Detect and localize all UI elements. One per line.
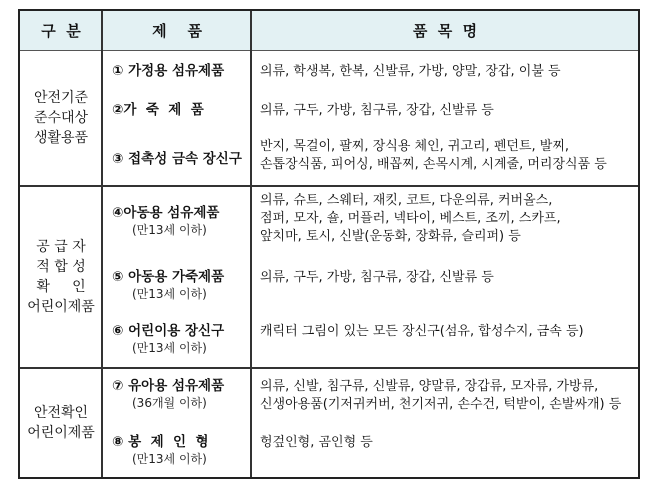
item-line: 신생아용품(기저귀커버, 천기저귀, 손수건, 턱받이, 손발싸개) 등 bbox=[260, 397, 622, 412]
items-1 bbox=[260, 63, 632, 81]
items-5 bbox=[260, 269, 632, 287]
product-name: ① 가정용 섬유제품 bbox=[112, 63, 225, 79]
category-line: 적 합 성 bbox=[36, 259, 86, 275]
items-2 bbox=[260, 102, 632, 120]
product-age: (만13세 이하) bbox=[132, 223, 207, 237]
product-7 bbox=[112, 378, 254, 412]
product-6 bbox=[112, 323, 254, 357]
items-4 bbox=[260, 192, 632, 246]
category-line: 안전확인 bbox=[33, 405, 89, 421]
product-age: (만13세 이하) bbox=[132, 341, 207, 355]
row-divider bbox=[20, 367, 638, 369]
item-line: 앞치마, 토시, 신발(운동화, 장화류, 슬리퍼) 등 bbox=[260, 229, 521, 244]
product-name: ③ 접촉성 금속 장신구 bbox=[112, 151, 242, 167]
product-2 bbox=[112, 102, 254, 119]
row-divider bbox=[20, 185, 638, 187]
items-7 bbox=[260, 378, 632, 414]
category-line: 공 급 자 bbox=[36, 239, 86, 255]
product-name: ②가 죽 제 품 bbox=[112, 102, 204, 118]
item-line: 의류, 구두, 가방, 침구류, 장갑, 신발류 등 bbox=[260, 103, 494, 118]
product-8 bbox=[112, 434, 254, 468]
header-item-names: 품 목 명 bbox=[412, 22, 478, 40]
items-6 bbox=[260, 323, 632, 341]
product-name: ⑥ 어린이용 장신구 bbox=[112, 323, 225, 339]
items-3 bbox=[260, 138, 632, 174]
product-table bbox=[18, 9, 640, 479]
product-name: ④아동용 섬유제품 bbox=[112, 205, 220, 221]
item-line: 의류, 구두, 가방, 침구류, 장갑, 신발류 등 bbox=[260, 270, 494, 285]
category-line: 안전기준 bbox=[33, 90, 89, 106]
product-age: (36개월 이하) bbox=[132, 396, 207, 410]
item-line: 점퍼, 모자, 숄, 머플러, 넥타이, 베스트, 조끼, 스카프, bbox=[260, 211, 561, 226]
category-line: 어린이제품 bbox=[27, 425, 95, 441]
header-product: 제 품 bbox=[152, 22, 202, 40]
category-line: 어린이제품 bbox=[27, 299, 95, 315]
item-line: 손톱장식품, 피어싱, 배꼽찌, 손목시계, 시계줄, 머리장식품 등 bbox=[260, 157, 607, 172]
product-1 bbox=[112, 63, 254, 80]
category-safety-standard bbox=[20, 51, 102, 185]
product-5 bbox=[112, 269, 254, 303]
item-line: 반지, 목걸이, 팔찌, 장식용 체인, 귀고리, 펜던트, 발찌, bbox=[260, 139, 570, 154]
category-line: 준수대상 bbox=[33, 110, 89, 126]
item-line: 헝겊인형, 곰인형 등 bbox=[260, 435, 373, 450]
product-4 bbox=[112, 205, 254, 239]
item-line: 의류, 학생복, 한복, 신발류, 가방, 양말, 장갑, 이불 등 bbox=[260, 64, 561, 79]
product-name: ⑧ 봉 제 인 형 bbox=[112, 434, 209, 450]
product-age: (만13세 이하) bbox=[132, 452, 207, 466]
category-line: 확 인 bbox=[36, 279, 86, 295]
item-line: 캐릭터 그림이 있는 모든 장신구(섬유, 합성수지, 금속 등) bbox=[260, 324, 584, 339]
items-8 bbox=[260, 434, 632, 452]
category-safety-confirmed bbox=[20, 369, 102, 477]
product-age: (만13세 이하) bbox=[132, 287, 207, 301]
category-supplier-conformity bbox=[20, 187, 102, 367]
category-line: 생활용품 bbox=[33, 130, 89, 146]
product-name: ⑦ 유아용 섬유제품 bbox=[112, 378, 225, 394]
header-category: 구 분 bbox=[41, 22, 81, 40]
product-name: ⑤ 아동용 가죽제품 bbox=[112, 269, 225, 285]
item-line: 의류, 신발, 침구류, 신발류, 양말류, 장갑류, 모자류, 가방류, bbox=[260, 379, 599, 394]
product-3 bbox=[112, 151, 254, 168]
item-line: 의류, 슈트, 스웨터, 재킷, 코트, 다운의류, 커버올스, bbox=[260, 193, 553, 208]
